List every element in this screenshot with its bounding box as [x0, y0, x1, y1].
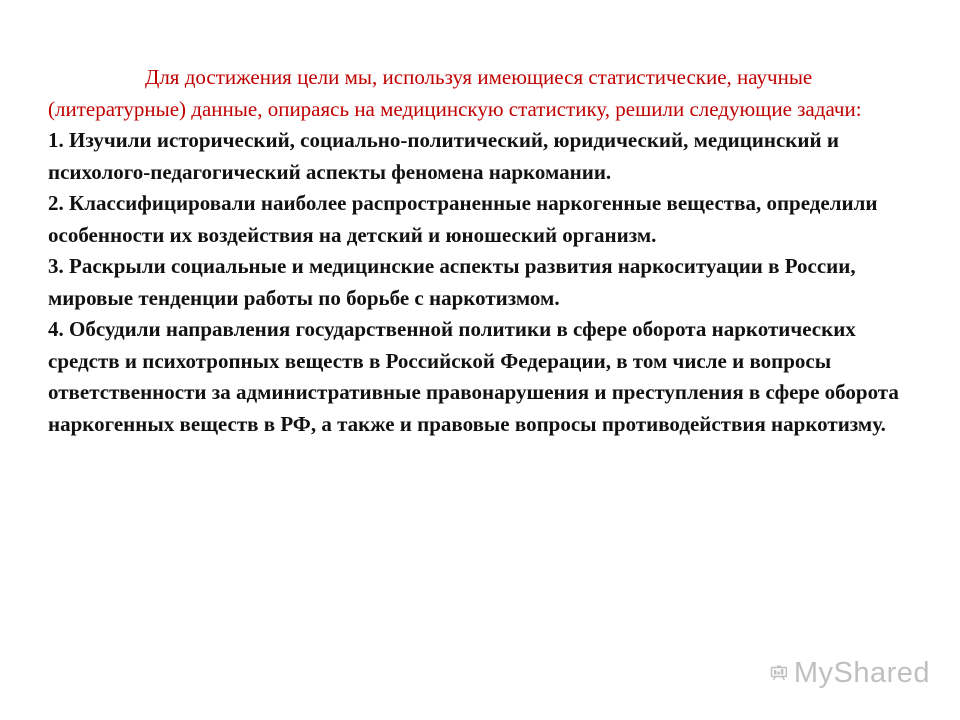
slide-text [48, 62, 928, 440]
task-item-1: 1. Изучили исторический, социально-политический, юридический, медицинский и психолого-педагогический аспекты феномена наркомании. [48, 128, 839, 184]
task-item-3: 3. Раскрыли социальные и медицинские аспекты развития наркоситуации в России, мировые тенденции работы по борьбе с наркотизмом. [48, 254, 856, 310]
presentation-board-icon [770, 658, 788, 688]
task-item-2: 2. Классифицировали наиболее распространенные наркогенные вещества, определили особенности их воздействия на детский и юношеский организм. [48, 191, 878, 247]
watermark-logo [770, 657, 930, 689]
task-item-4: 4. Обсудили направления государственной политики в сфере оборота наркотических средств и психотропных веществ в Российской Федерации, в том числе и вопросы ответственности за административные правонарушения и преступления в сфере оборота наркогенных веществ в РФ, а также и правовые вопросы противодействия наркотизму. [48, 317, 899, 436]
intro-paragraph: Для достижения цели мы, используя имеющиеся статистические, научные (литературные) данные, опираясь на медицинскую статистику, решили следующие задачи: [48, 65, 862, 121]
watermark-text: MyShared [793, 656, 930, 689]
